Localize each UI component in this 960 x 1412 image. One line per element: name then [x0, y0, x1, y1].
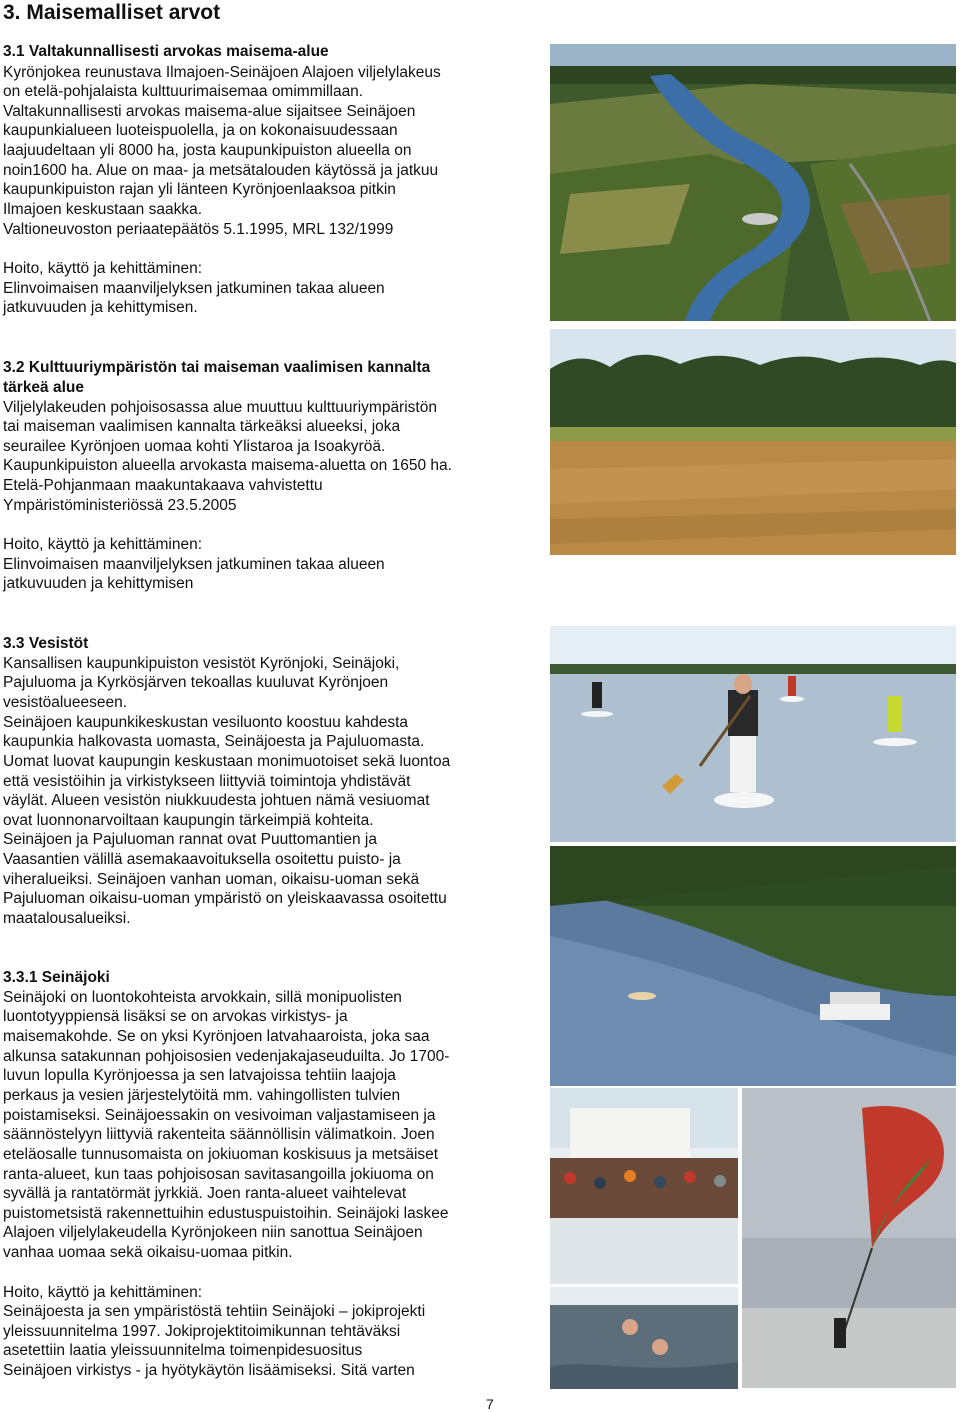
text-line: Valtioneuvoston periaatepäätös 5.1.1995, MRL 132/1999 [3, 221, 394, 238]
text-line: tai maiseman vaalimisen kannalta tärkeäksi alueeksi, joka [3, 418, 401, 435]
text-line: luvun lopulla Kyrönjoessa ja sen latvajoissa tehtiin laajoja [3, 1067, 396, 1084]
text-line: kaupunkialueen luoteispuolella, ja on kokonaisuudessaan [3, 122, 398, 139]
text-line: Seinäjoki on luontokohteista arvokkain, sillä monipuolisten [3, 989, 402, 1006]
text-line: Seinäjoen ja Pajuluoman rannat ovat Puuttomantien ja [3, 831, 377, 848]
text-line: ranta-alueet, kun taas pohjoisosan savitasangoilla jokiuoma on [3, 1166, 434, 1183]
text-line: väylät. Alueen vesistön niukkuudesta johtuen nämä vesiuomat [3, 792, 430, 809]
text-line: kaupunkia halkovasta uomasta, Seinäjoesta ja Pajuluomasta. [3, 733, 425, 750]
text-line: Seinäjoesta ja sen ympäristöstä tehtiin Seinäjoki – jokiprojekti [3, 1303, 426, 1320]
text-line: luontotyyppiensä lisäksi se on arvokas virkistys- ja [3, 1008, 348, 1025]
section-heading: 3.3.1 Seinäjoki [3, 969, 110, 986]
care-label: Hoito, käyttö ja kehittäminen: [3, 536, 203, 553]
kite-sail-photo [742, 1088, 956, 1388]
text-line: vesistöalueeseen. [3, 694, 128, 711]
paddleboard-photo [550, 626, 956, 842]
text-line: on etelä-pohjalaista kulttuurimaisemaa omimmillaan. [3, 83, 364, 100]
text-line: Kyrönjokea reunustava Ilmajoen-Seinäjoen Alajoen viljelylakeus [3, 64, 441, 81]
winter-swim-photo [550, 1287, 738, 1389]
crowd-event-photo [550, 1088, 738, 1284]
text-line: Kaupunkipuiston alueella arvokasta maisema-aluetta on 1650 ha. [3, 457, 452, 474]
text-line: Elinvoimaisen maanviljelyksen jatkuminen takaa alueen [3, 556, 385, 573]
text-line: syvällä ja rantatörmät jyrkkiä. Joen ranta-alueet vaihtelevat [3, 1185, 407, 1202]
text-line: Pajuluoman oikaisu-uoman ympäristö on yleiskaavassa osoitettu [3, 890, 447, 907]
text-line: eteläosalle tunnusomaista on jokiuoman koskisuus ja metsäiset [3, 1146, 439, 1163]
text-line: seurailee Kyrönjoen uomaa kohti Ylistaroa ja Isoakyröä. [3, 438, 386, 455]
text-line: asetettiin laatia yleissuunnitelma toimenpidesuositus [3, 1342, 363, 1359]
text-line: Uomat luovat kaupungin keskustaan monimuotoiset sekä luontoa [3, 753, 451, 770]
text-line: Ympäristöministeriössä 23.5.2005 [3, 497, 237, 514]
river-boats-photo [550, 846, 956, 1086]
text-line: vanhaa uomaa sekä oikaisu-uomaa pitkin. [3, 1244, 293, 1261]
field-photo [550, 329, 956, 555]
text-line: Seinäjoen virkistys - ja hyötykäytön lisäämiseksi. Sitä varten [3, 1362, 415, 1379]
text-line: laajuudeltaan yli 8000 ha, josta kaupunkipuiston alueella on [3, 142, 412, 159]
text-line: yleissuunnitelma 1997. Jokiprojektitoimikunnan tehtäväksi [3, 1323, 401, 1340]
care-label: Hoito, käyttö ja kehittäminen: [3, 1284, 203, 1301]
text-line: jatkuvuuden ja kehittymisen [3, 575, 194, 592]
text-line: viheralueiksi. Seinäjoen vanhan uoman, oikaisu-uoman sekä [3, 871, 420, 888]
text-line: kaupunkipuiston rajan yli länteen Kyrönjoenlaaksoa pitkin [3, 181, 396, 198]
text-line: maisemakohde. Se on yksi Kyrönjoen latvahaaroista, joka saa [3, 1028, 430, 1045]
text-line: Viljelylakeuden pohjoisosassa alue muuttuu kulttuuriympäristön [3, 399, 437, 416]
text-line: jatkuvuuden ja kehittymisen. [3, 299, 198, 316]
text-line: alkunsa satakunnan pohjoisosien vedenjakajaseuduilta. Jo 1700- [3, 1048, 450, 1065]
page-number: 7 [486, 1396, 494, 1412]
text-line: Pajuluoma ja Kyrkösjärven tekoallas kuuluvat Kyrönjoen [3, 674, 389, 691]
text-line: Vaasantien välillä asemakaavoituksella osoitettu puisto- ja [3, 851, 401, 868]
aerial-river-photo [550, 44, 956, 321]
text-line: Kansallisen kaupunkipuiston vesistöt Kyrönjoki, Seinäjoki, [3, 655, 400, 672]
text-line: Ilmajoen keskustaan saakka. [3, 201, 203, 218]
text-line: puistometsistä rakennettuihin edustuspuistoihin. Seinäjoki laskee [3, 1205, 449, 1222]
text-line: poistamiseksi. Seinäjoessakin on vesivoiman valjastamiseen ja [3, 1107, 436, 1124]
care-label: Hoito, käyttö ja kehittäminen: [3, 260, 203, 277]
text-line: säännöstelyyn liittyviä rakenteita säännöllisin välimatkoin. Joen [3, 1126, 435, 1143]
text-line: Valtakunnallisesti arvokas maisema-alue sijaitsee Seinäjoen [3, 103, 416, 120]
text-line: noin1600 ha. Alue on maa- ja metsätalouden käytössä ja jatkuu [3, 162, 439, 179]
text-line: perkaus ja vesien järjestelytöitä mm. vahingollisten tulvien [3, 1087, 401, 1104]
text-line: Seinäjoen kaupunkikeskustan vesiluonto koostuu kahdesta [3, 714, 408, 731]
text-line: Etelä-Pohjanmaan maakuntakaava vahvistettu [3, 477, 323, 494]
text-line: maatalousalueiksi. [3, 910, 131, 927]
section-heading: 3.2 Kulttuuriympäristön tai maiseman vaalimisen kannalta [3, 359, 431, 376]
section-heading: 3.3 Vesistöt [3, 635, 89, 652]
section-heading: 3.1 Valtakunnallisesti arvokas maisema-alue [3, 43, 329, 60]
text-line: ovat luonnonarvoiltaan kaupungin tärkeimpiä kohteita. [3, 812, 374, 829]
section-heading: tärkeä alue [3, 379, 84, 396]
text-line: Elinvoimaisen maanviljelyksen jatkuminen takaa alueen [3, 280, 385, 297]
text-line: että vesistöihin ja virkistykseen liittyviä toimintoja yhdistävät [3, 773, 411, 790]
text-line: Alajoen viljelylakeudella Kyrönjokeen niin sanottua Seinäjoen [3, 1224, 423, 1241]
page-title: 3. Maisemalliset arvot [3, 1, 221, 24]
